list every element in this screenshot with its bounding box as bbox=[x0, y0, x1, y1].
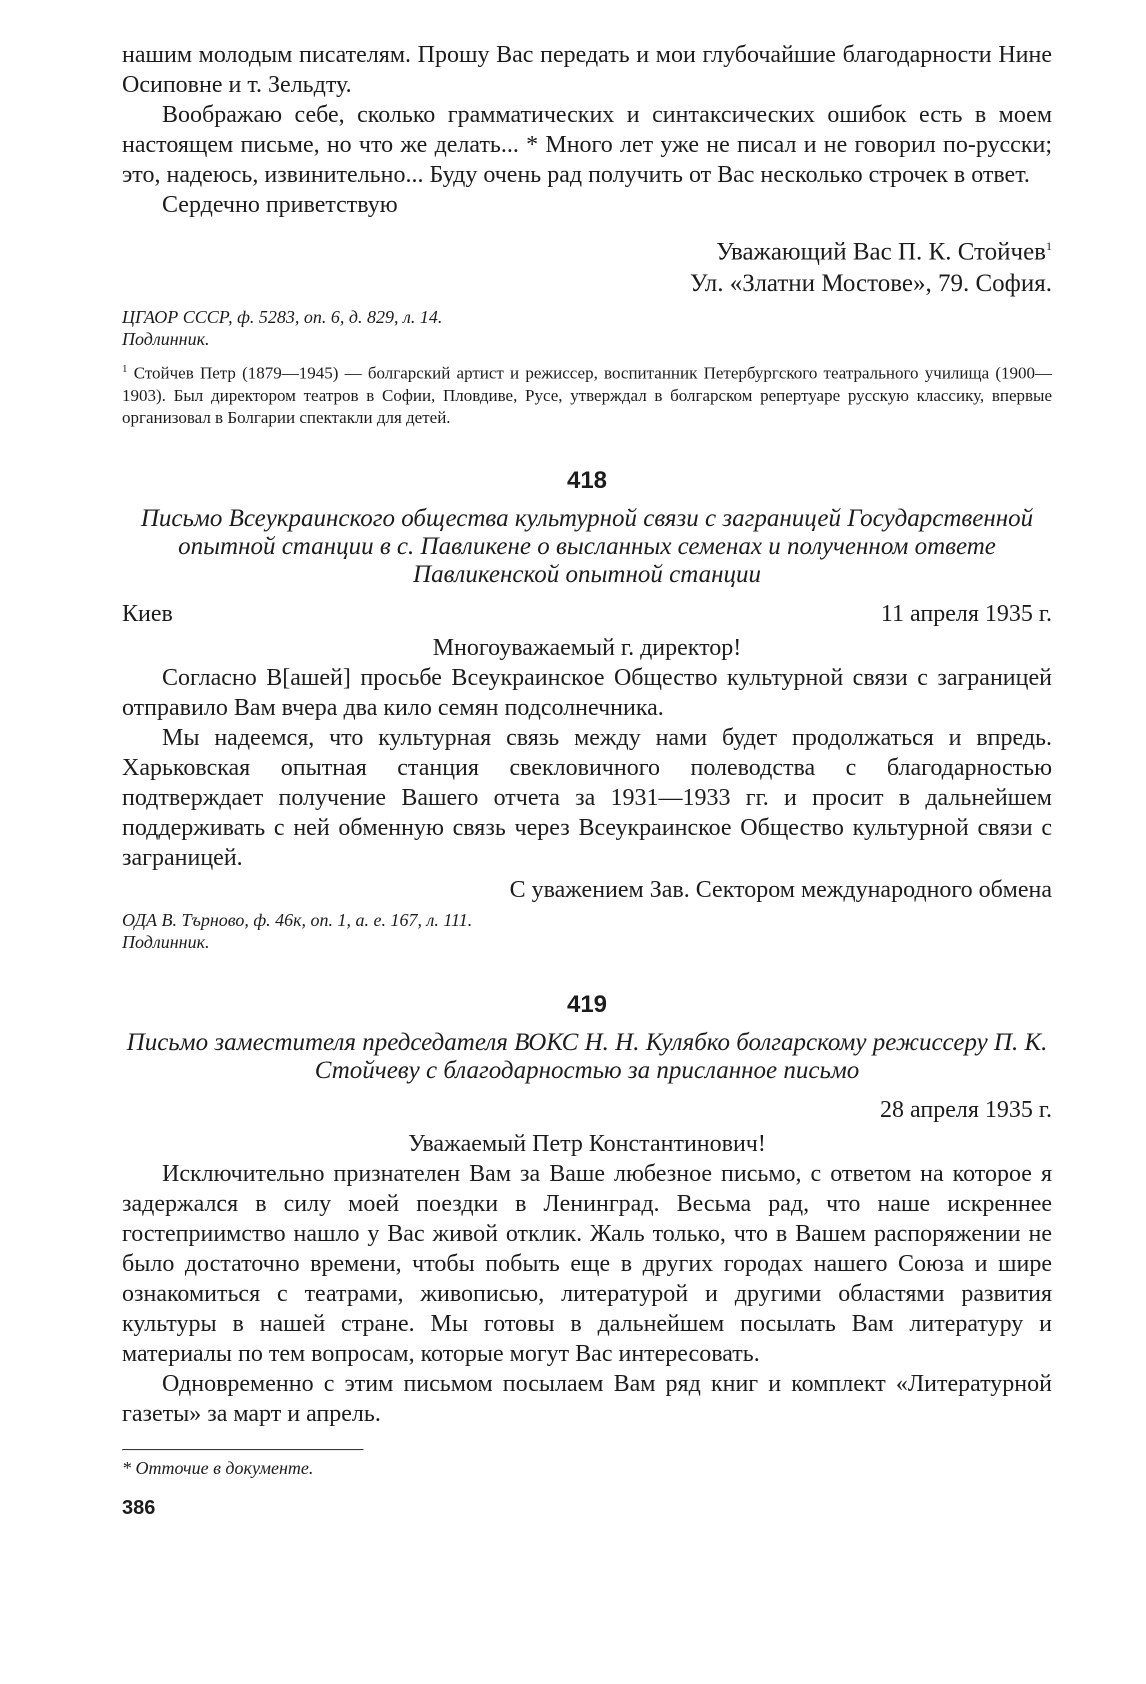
top-paragraph-2: Воображаю себе, сколько грамматических и синтаксических ошибок есть в моем настоящем письме, но что же делать... * Много лет уже не писал и не говорил по-русски; это, надеюсь, извинительно... Буду очень рад получить от Вас несколько строчек в ответ. bbox=[122, 102, 1052, 188]
signature-name: Уважающий Вас П. К. Стойчев bbox=[716, 238, 1046, 266]
document-heading-418: Письмо Всеукраинского общества культурной связи с заграницей Государственной опытной станции в с. Павликене о высланных семенах и полученном ответе Павликенской опытной станции bbox=[140, 504, 1034, 588]
signature-line-2: Ул. «Златни Мостове», 79. София. bbox=[689, 270, 1052, 298]
top-paragraph-1: нашим молодым писателям. Прошу Вас передать и мои глубочайшие благодарности Нине Осиповне и т. Зельдту. bbox=[122, 42, 1052, 98]
salutation-418: Многоуважаемый г. директор! bbox=[432, 634, 742, 661]
document-number-418: 418 bbox=[566, 466, 608, 494]
closing-418: С уважением Зав. Сектором международного обмена bbox=[509, 876, 1052, 903]
page-number: 386 bbox=[122, 1496, 156, 1519]
source-reference-418: ОДА В. Търново, ф. 46к, оп. 1, а. е. 167, л. 111. bbox=[122, 909, 473, 930]
source-original-1: Подлинник. bbox=[122, 329, 210, 350]
date-418: 11 апреля 1935 г. bbox=[880, 600, 1052, 627]
place-418: Киев bbox=[122, 600, 173, 627]
source-original-418: Подлинник. bbox=[122, 931, 210, 952]
page-footnote: * Отточие в документе. bbox=[122, 1457, 314, 1478]
footnote-mark: 1 bbox=[1046, 239, 1052, 253]
footnote-1-text: Стойчев Петр (1879—1945) — болгарский артист и режиссер, воспитанник Петербургского театрального училища (1900—1903). Был директором театров в Софии, Пловдиве, Русе, утверждал в болгарском репертуаре русскую классику, впервые организовал в Болгарии спектакли для детей. bbox=[122, 363, 1053, 427]
paragraph-418-1: Согласно В[ашей] просьбе Всеукраинское Общество культурной связи с заграницей отправило Вам вчера два кило семян подсолнечника. bbox=[122, 664, 1052, 721]
paragraph-418-2: Мы надеемся, что культурная связь между нами будет продолжаться и впредь. Харьковская опытная станция свекловичного полеводства с благодарностью подтверждает получение Вашего отчета за 1931—1933 гг. и просит в дальнейшем поддерживать с ней обменную связь через Всеукраинское Общество культурной связи с заграницей. bbox=[122, 724, 1052, 871]
paragraph-419-2: Одновременно с этим письмом посылаем Вам ряд книг и комплект «Литературной газеты» за март и апрель. bbox=[122, 1370, 1052, 1427]
paragraph-419-1: Исключительно признателен Вам за Ваше любезное письмо, с ответом на которое я задержался в силу моей поездки в Ленинград. Весьма рад, что наше искреннее гостеприимство нашло у Вас живой отклик. Жаль только, что в Вашем распоряжении не было достаточно времени, чтобы побыть еще в других городах нашего Союза и шире ознакомиться с театрами, живописью, литературой и другими областями развития культуры в нашей стране. Мы готовы в дальнейшем посылать Вам литературу и материалы по тем вопросам, которые могут Вас интересовать. bbox=[122, 1160, 1052, 1367]
document-heading-419: Письмо заместителя председателя ВОКС Н. Н. Кулябко болгарскому режиссеру П. К. Стойчеву с благодарностью за присланное письмо bbox=[126, 1028, 1048, 1084]
greeting: Сердечно приветствую bbox=[162, 192, 398, 218]
salutation-419: Уважаемый Петр Константинович! bbox=[408, 1130, 766, 1157]
footnote-1-mark: 1 bbox=[122, 363, 128, 376]
signature-line-1 bbox=[122, 230, 1052, 268]
document-page bbox=[122, 40, 1052, 1520]
document-number-419: 419 bbox=[566, 990, 608, 1018]
source-reference-1: ЦГАОР СССР, ф. 5283, оп. 6, д. 829, л. 14. bbox=[122, 307, 443, 328]
date-419: 28 апреля 1935 г. bbox=[880, 1096, 1052, 1123]
place-date-row-418 bbox=[122, 599, 1052, 629]
footnote-1 bbox=[122, 358, 1052, 429]
